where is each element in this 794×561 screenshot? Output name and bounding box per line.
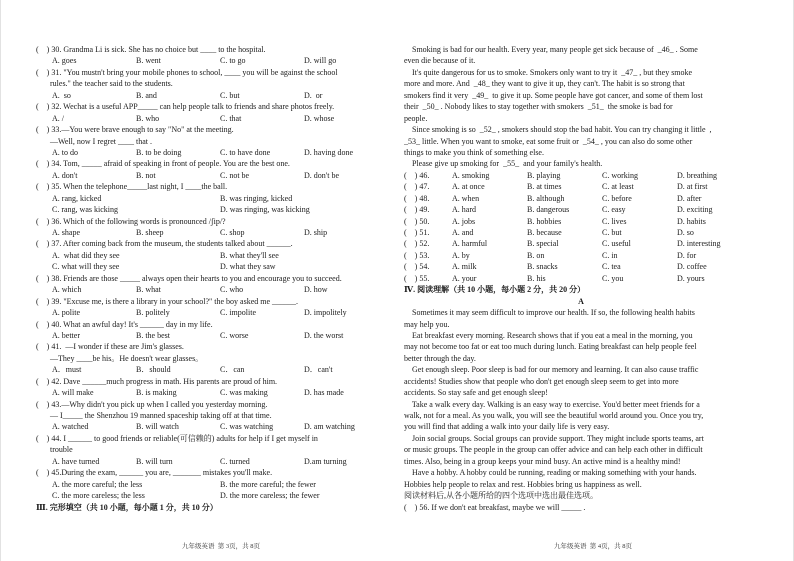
cloze-section-title: Ⅲ. 完形填空（共 10 小题，每小题 1 分，共 10 分）	[36, 502, 218, 512]
option: B. sheep	[136, 228, 164, 237]
option: D. yours	[677, 273, 705, 283]
option: D. habits	[677, 216, 706, 226]
option: B. and	[136, 90, 157, 100]
option: C. was watching	[220, 422, 274, 432]
option: A. don't	[52, 170, 78, 180]
option: C. useful	[602, 239, 631, 249]
cloze-item	[404, 238, 758, 249]
option: A. harmful	[452, 239, 488, 249]
reading-line: Eat breakfast every morning. Research shows that if you eat a meal in the morning, you	[404, 330, 693, 340]
option-row	[36, 90, 388, 101]
question-line: ( ) 37. After coming back from the museum, the students talked about ______.	[36, 239, 293, 249]
option: B. because	[527, 228, 562, 237]
question-number: ( ) 49.	[404, 205, 430, 215]
reading-line: Have a hobby. A hobby could be running, reading or making something with your hands.	[404, 468, 697, 478]
option: B. snacks	[527, 262, 558, 272]
question-number: ( ) 48.	[404, 193, 430, 203]
reading-line: may help you.	[404, 319, 450, 329]
cloze-options	[404, 170, 758, 284]
passage-line: smokers find it very _49_ to give it up. Some people have got cancer, and some of them lost	[404, 90, 703, 100]
option: B. his	[527, 273, 546, 283]
option-row	[36, 456, 388, 467]
cloze-item	[404, 193, 758, 204]
option: C. at least	[602, 182, 634, 192]
option: B. playing	[527, 170, 561, 180]
option-row	[36, 490, 388, 501]
option: B. dangerous	[527, 205, 570, 215]
option: A. rang, kicked	[52, 193, 102, 203]
reading-section-title: Ⅳ. 阅读理解（共 10 小题，每小题 2 分，共 20 分）	[404, 285, 586, 295]
option: B. the best	[136, 330, 170, 340]
cloze-item	[404, 216, 758, 227]
option: C. tea	[602, 262, 621, 272]
cloze-item	[404, 250, 758, 261]
option: D. at first	[677, 182, 708, 192]
option: A. goes	[52, 56, 77, 66]
option: C. worse	[220, 330, 249, 340]
question-line: ( ) 39. "Excuse me, is there a library in your school?" the boy asked me ______.	[36, 296, 299, 306]
question-line: ( ) 43.—Why didn't you pick up when I called you yesterday morning.	[36, 399, 268, 409]
reading-line: ( ) 56. If we don't eat breakfast, maybe we will _____ .	[404, 502, 586, 512]
question-line: ( ) 32. Wechat is a useful APP_____ can help people talk to friends and share photos freely.	[36, 102, 335, 112]
option: C. the more careless; the less	[52, 491, 145, 501]
option: D. for	[677, 250, 697, 260]
question-continuation: —Well, now I regret ____ that .	[50, 136, 152, 146]
option-row	[36, 55, 388, 66]
option: D. interesting	[677, 239, 721, 249]
option: A. smoking	[452, 170, 490, 180]
option: C. was making	[220, 388, 268, 398]
option: B. politely	[136, 308, 170, 318]
option-row	[36, 193, 388, 204]
option: A. watched	[52, 422, 89, 432]
question-continuation: trouble	[50, 445, 73, 455]
option: C. but	[602, 228, 622, 237]
option-row	[36, 479, 388, 490]
reading-line: Take a walk every day. Walking is an easy way to exercise. You'd better meet friends for a	[404, 399, 700, 409]
option: C．can	[220, 365, 245, 375]
question-number: ( ) 47.	[404, 182, 430, 192]
option: D. coffee	[677, 262, 707, 272]
reading-line: times. Also, being in a group keeps your mind busy. An active mind is a healthy mind!	[404, 456, 681, 466]
option-row	[36, 147, 388, 158]
option-row	[36, 261, 388, 272]
footer-page-4: 九年级英语 第 4页，共 8页	[554, 542, 632, 550]
reading-line: 阅读材料后,从各小题所给的四个选项中选出最佳选项。	[404, 491, 598, 501]
option-row	[36, 204, 388, 215]
reading-passage	[404, 307, 758, 513]
cloze-item	[404, 261, 758, 272]
option: D. has made	[304, 388, 344, 398]
option: D. what they saw	[220, 262, 276, 272]
question-number: ( ) 46.	[404, 170, 430, 180]
option: A. polite	[52, 308, 80, 318]
cloze-item	[404, 273, 758, 284]
option: C. lives	[602, 216, 627, 226]
question-line: ( ) 40. What an awful day! It's ______ day in my life.	[36, 319, 213, 329]
option: A. at once	[452, 182, 485, 192]
option: B. went	[136, 56, 161, 66]
question-line: ( ) 35. When the telephone_____last night, I ____the ball.	[36, 182, 228, 192]
passage-line: Since smoking is so _52_ , smokers should stop the bad habit. You can try changing it little ,	[404, 125, 712, 135]
option: A. hard	[452, 205, 476, 215]
passage-line: more and more. And _48_ they want to give it up, they can't. The habit is so strong that	[404, 79, 685, 89]
option: C. turned	[220, 456, 250, 466]
option: D. the more careless; the fewer	[220, 491, 320, 501]
option: C. working	[602, 170, 638, 180]
reading-line: or music groups. The people in the group can offer advice and can help each other in difficult	[404, 445, 703, 455]
passage-line: _53_ little. When you want to smoke, eat some fruit or _54_ , you can also do some other	[404, 136, 693, 146]
option-row	[36, 284, 388, 295]
option-row	[36, 387, 388, 398]
option: B. what	[136, 285, 161, 295]
option-row	[36, 227, 388, 238]
option: A. the more careful; the less	[52, 479, 143, 489]
option: A. by	[452, 250, 470, 260]
option: D. having done	[304, 147, 354, 157]
option-row	[36, 364, 388, 375]
passage-line: people.	[404, 113, 428, 123]
option: B. will turn	[136, 456, 173, 466]
passage-line: Smoking is bad for our health. Every year, many people get sick because of _46_ . Some	[404, 45, 698, 54]
reading-line: accidents. So stay safe and get enough sleep!	[404, 388, 548, 398]
option: C. but	[220, 90, 240, 100]
passage-line: Please give up smoking for _55_ and your family's health.	[404, 159, 603, 169]
option: D．can't	[304, 365, 333, 375]
question-continuation: —They ____be his。He doesn't wear glasses。	[50, 353, 204, 363]
option: A. what did they see	[52, 250, 120, 260]
option: D. or	[304, 90, 323, 100]
option: A. have turned	[52, 456, 100, 466]
passage-label: A	[578, 296, 584, 306]
option: B. hobbies	[527, 216, 562, 226]
reading-line: Join social groups. Social groups can provide support. They might include sports teams, art	[404, 433, 704, 443]
option: B. on	[527, 250, 545, 260]
option: A. jobs	[452, 216, 476, 226]
option: B. who	[136, 113, 160, 123]
question-line: ( ) 36. Which of the following words is pronounced /ʃip/?	[36, 216, 226, 226]
option: B. will watch	[136, 422, 179, 432]
question-number: ( ) 51.	[404, 228, 430, 237]
reading-line: accidents! Studies show that people who don't get enough sleep seem to get into more	[404, 376, 679, 386]
option: A. to do	[52, 147, 78, 157]
option: B. what they'll see	[220, 250, 279, 260]
option-row	[36, 330, 388, 341]
option: D. the worst	[304, 330, 344, 340]
option: A. and	[452, 228, 474, 237]
footer-page-3: 九年级英语 第 3页，共 8页	[182, 542, 260, 550]
option: D. don't be	[304, 170, 339, 180]
option: A. when	[452, 193, 480, 203]
option: C. impolite	[220, 308, 256, 318]
reading-line: you will find that adding a walk into your daily life is very easy.	[404, 422, 610, 432]
option: D. after	[677, 193, 702, 203]
question-continuation: — I_____ the Shenzhou 19 manned spaceship taking off at that time.	[50, 411, 272, 420]
question-line: ( ) 45.During the exam, ______ you are, _______ mistakes you'll make.	[36, 468, 273, 478]
cloze-item	[404, 204, 758, 215]
option: A. /	[52, 113, 64, 123]
reading-line: Sometimes it may seem difficult to improve our health. If so, the following health habits	[404, 308, 695, 318]
question-number: ( ) 55.	[404, 273, 430, 283]
option: C. to have done	[220, 147, 271, 157]
option: C. you	[602, 273, 624, 283]
option: B. special	[527, 239, 559, 249]
option: A. better	[52, 330, 80, 340]
question-number: ( ) 52.	[404, 239, 430, 249]
passage-line: their _50_ . Nobody likes to stay together with smokers _51_ the smoke is bad for	[404, 102, 673, 112]
option: D. whose	[304, 113, 335, 123]
right-column	[404, 44, 758, 513]
reading-line: Hobbies help people to relax and rest. Hobbies bring us happiness as well.	[404, 479, 642, 489]
option-row	[36, 421, 388, 432]
option-row	[36, 250, 388, 261]
question-line: ( ) 34. Tom, _____ afraid of speaking in front of people. You are the best one.	[36, 159, 290, 169]
question-line: ( ) 33.—You were brave enough to say "No" at the meeting.	[36, 125, 234, 135]
option: A. your	[452, 273, 477, 283]
reading-line: may not become too fat or eat too much during lunch. Eating breakfast can help people feel	[404, 342, 697, 352]
option: C. easy	[602, 205, 626, 215]
option: D. breathing	[677, 170, 717, 180]
question-line: ( ) 44. I ______ to good friends or reliable(可信赖的) adults for help if I get myself in	[36, 433, 318, 443]
option: C. to go	[220, 56, 246, 66]
passage-line: even die because of it.	[404, 56, 476, 66]
question-number: ( ) 50.	[404, 216, 430, 226]
option-row	[36, 307, 388, 318]
cloze-item	[404, 170, 758, 181]
question-line: ( ) 42. Dave ______much progress in math. His parents are proud of him.	[36, 376, 278, 386]
option: A．must	[52, 365, 82, 375]
reading-line: Get enough sleep. Poor sleep is bad for our memory and learning. It can also cause traffic	[404, 365, 699, 375]
option: C. shop	[220, 228, 245, 237]
question-line: ( ) 31. "You mustn't bring your mobile phones to school, ____ you will be against the school	[36, 67, 338, 77]
question-continuation: rules." the teacher said to the students.	[50, 79, 173, 89]
option: B. was ringing, kicked	[220, 193, 293, 203]
cloze-item	[404, 181, 758, 192]
option: C. what will they see	[52, 262, 120, 272]
option: D. ship	[304, 228, 328, 237]
question-number: ( ) 54.	[404, 262, 430, 272]
question-line: ( ) 38. Friends are those _____ always open their hearts to you and encourage you to succeed.	[36, 273, 342, 283]
option: D.am turning	[304, 456, 347, 466]
option: C. rang, was kicking	[52, 205, 118, 215]
option: C. that	[220, 113, 242, 123]
question-number: ( ) 53.	[404, 250, 430, 260]
option: B. although	[527, 193, 565, 203]
option: B．should	[136, 365, 171, 375]
option: A. which	[52, 285, 82, 295]
option: D. was ringing, was kicking	[220, 205, 310, 215]
option: A. so	[52, 90, 71, 100]
passage-line: things to make you think of something else.	[404, 147, 544, 157]
question-line: ( ) 41. —I wonder if these are Jim's glasses.	[36, 342, 184, 352]
option-row	[36, 170, 388, 181]
option: A. shape	[52, 228, 80, 237]
option: A. milk	[452, 262, 477, 272]
option: B. the more careful; the fewer	[220, 479, 316, 489]
left-column	[36, 44, 388, 513]
reading-line: better through the day.	[404, 353, 476, 363]
option: D. exciting	[677, 205, 713, 215]
question-line: ( ) 30. Grandma Li is sick. She has no choice but ____ to the hospital.	[36, 45, 266, 54]
cloze-item	[404, 227, 758, 238]
option: B. at times	[527, 182, 562, 192]
option: C. not be	[220, 170, 250, 180]
option: C. in	[602, 250, 618, 260]
option: D. how	[304, 285, 328, 295]
option: D. am watching	[304, 422, 355, 432]
option: D. will go	[304, 56, 337, 66]
option: B. not	[136, 170, 156, 180]
option: B. to be doing	[136, 147, 182, 157]
option: C. who	[220, 285, 244, 295]
passage-line: It's quite dangerous for us to smoke. Smokers only want to try it _47_ , but they smoke	[404, 67, 693, 77]
cloze-passage	[404, 44, 758, 170]
option: D. impolitely	[304, 308, 347, 318]
option: C. before	[602, 193, 632, 203]
option-row	[36, 113, 388, 124]
option: B. is making	[136, 388, 177, 398]
reading-line: walk, not for a meal. As you walk, you will see the beautiful world around you. Once you try,	[404, 411, 704, 420]
option: A. will make	[52, 388, 94, 398]
option: D. so	[677, 228, 694, 237]
